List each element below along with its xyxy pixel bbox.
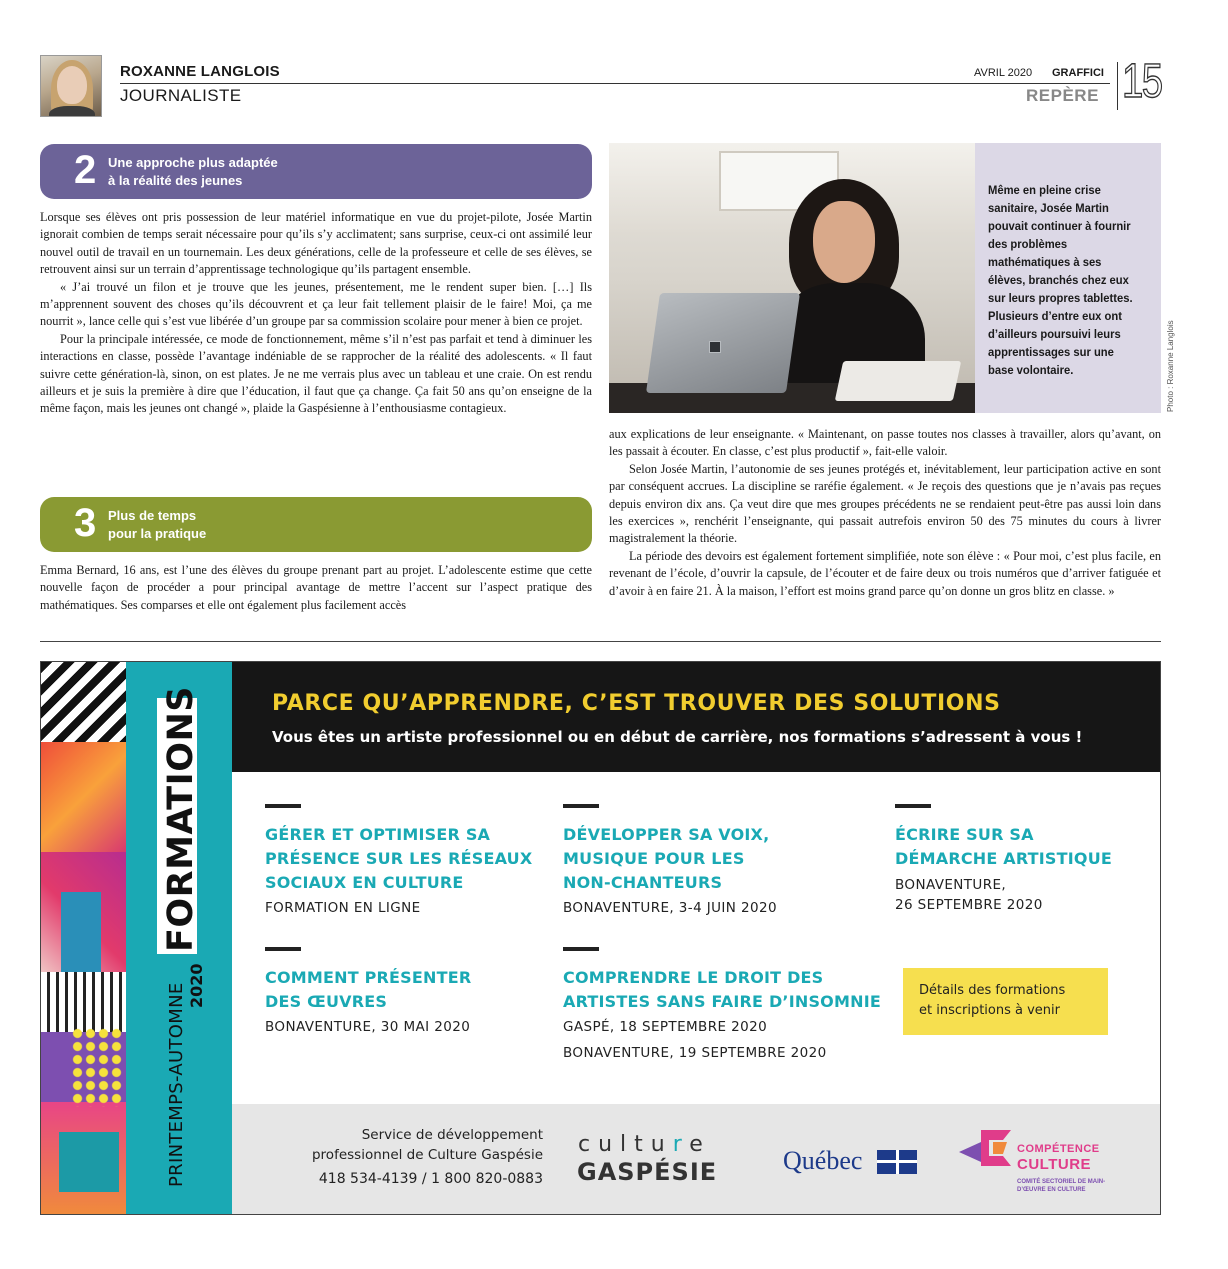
body-paragraph: Pour la principale intéressée, ce mode de fonctionnement, même s’il n’est pas parfait et tend à diminuer les interactions en classe, possède l’avantage indéniable de se rapprocher de la réalité des adolescents. « Il faut suivre cette génération-là, sinon, on est plates. Je ne me verrais plus avec un tableau et une craie. On est rendu ailleurs et je suis la première à dire que l’éducation, il faut que ça change. Ça fait 50 ans qu’on enseigne de la même façon, mais les jeunes ont changé », plaide la Gaspésienne à l’enthousiasme contagieux.: [40, 331, 592, 416]
section-3-title-line1: Plus de temps: [108, 508, 197, 523]
article-photo: [609, 143, 975, 413]
body-paragraph: Emma Bernard, 16 ans, est l’une des élèves du groupe prenant part au projet. L’adolescente estime que cette nouvelle façon de procéder a pour principal avantage de mettre l’accent sur l’aspect pratique des mathématiques. Ses comparses et elle ont également plus facilement accès: [40, 563, 592, 612]
author-name: ROXANNE LANGLOIS: [120, 63, 280, 80]
publication-name: GRAFFICI: [1052, 67, 1104, 79]
course-location: BONAVENTURE, 3-4 JUIN 2020: [563, 900, 777, 916]
section-3-title: [108, 507, 206, 543]
course-title-line: DÉVELOPPER SA VOIX,: [563, 825, 770, 844]
course-bar: [563, 804, 599, 808]
ad-header-band: [232, 662, 1161, 772]
course-title-line: MUSIQUE POUR LES: [563, 849, 745, 868]
ad-vertical-season: PRINTEMPS-AUTOMNE: [166, 982, 187, 1187]
contact-line: professionnel de Culture Gaspésie: [311, 1147, 543, 1163]
advertisement: [40, 661, 1161, 1215]
course-item: [563, 947, 881, 1066]
section-2-title-line1: Une approche plus adaptée: [108, 155, 278, 170]
competence-culture-line2: CULTURE: [1017, 1156, 1092, 1173]
course-title-line: COMPRENDRE LE DROIT DES: [563, 968, 824, 987]
ad-cta-box: [903, 968, 1108, 1035]
section-2-title: [108, 154, 278, 190]
course-title-line: GÉRER ET OPTIMISER SA: [265, 825, 491, 844]
section-2-number: 2: [74, 148, 97, 192]
body-paragraph: aux explications de leur enseignante. « Maintenant, on passe toutes nos classes à travailler, alors qu’avant, on les passait à écouter. En classe, c’est plus productif », fait-elle valoir.: [609, 427, 1161, 459]
dots-pattern-icon: [71, 1027, 123, 1107]
section-3-title-line2: pour la pratique: [108, 526, 207, 541]
logo-text: e: [689, 1132, 711, 1157]
ad-cta-text: Détails des formations et inscriptions à venir: [919, 983, 1066, 1018]
author-role: JOURNALISTE: [120, 86, 242, 105]
page-number-rule: [1117, 62, 1118, 110]
page-number: 15: [1122, 55, 1162, 108]
course-location: GASPÉ, 18 SEPTEMBRE 2020: [563, 1019, 768, 1035]
section-3-number: 3: [74, 501, 97, 545]
course-title-line: PRÉSENCE SUR LES RÉSEAUX: [265, 849, 533, 868]
section-2-title-line2: à la réalité des jeunes: [108, 173, 243, 188]
culture-gaspesie-logo: [578, 1132, 711, 1157]
culture-gaspesie-wordmark: GASPÉSIE: [577, 1158, 718, 1186]
issue-date: AVRIL 2020: [974, 67, 1033, 79]
course-title-line: ARTISTES SANS FAIRE D’INSOMNIE: [563, 992, 881, 1011]
logo-text: cultu: [578, 1132, 673, 1157]
windows-logo-icon: [709, 341, 721, 353]
logo-text-accent: r: [672, 1132, 690, 1157]
ad-subhead: Vous êtes un artiste professionnel ou en début de carrière, nos formations s’adressent à vous !: [272, 728, 1083, 746]
competence-culture-mark-icon: [959, 1126, 1011, 1170]
right-column-body: [609, 426, 1161, 600]
course-item: [265, 804, 532, 921]
course-bar: [895, 804, 931, 808]
competence-culture-line1: COMPÉTENCE: [1017, 1143, 1100, 1155]
ad-vertical-year: 2020: [187, 963, 206, 1008]
ad-headline: PARCE QU’APPRENDRE, C’EST TROUVER DES SOLUTIONS: [272, 691, 1001, 716]
course-location: BONAVENTURE, 19 SEPTEMBRE 2020: [563, 1045, 827, 1061]
course-item: [895, 804, 1112, 915]
section-name: REPÈRE: [1026, 86, 1099, 105]
quebec-logo: Québec: [783, 1146, 863, 1175]
ad-contact: [271, 1125, 543, 1189]
course-location: BONAVENTURE,: [895, 877, 1007, 893]
ad-artwork: [41, 662, 126, 1214]
competence-culture-line3: COMITÉ SECTORIEL DE MAIN-D’ŒUVRE EN CULTURE: [1017, 1179, 1106, 1193]
section-2-banner: [40, 144, 592, 199]
author-photo: [40, 55, 102, 117]
contact-line: Service de développement: [361, 1127, 543, 1143]
section-2-body: [40, 209, 592, 418]
quebec-flag-icon: [877, 1150, 917, 1174]
course-title-line: SOCIAUX EN CULTURE: [265, 873, 464, 892]
body-paragraph: La période des devoirs est également fortement simplifiée, note son élève : « Pour moi, c’est plus facile, en revenant de l’école, d’ouvrir la capsule, de l’écouter et de faire deux ou trois numéros que d’arriver fatiguée et d’avoir à en faire 21. À la maison, l’effort est moins grand parce qu’on donne un gros blitz en classe. »: [609, 548, 1161, 598]
course-location: BONAVENTURE, 30 MAI 2020: [265, 1019, 471, 1035]
course-title-line: DÉMARCHE ARTISTIQUE: [895, 849, 1113, 868]
photo-credit: Photo : Roxanne Langlois: [1166, 320, 1175, 412]
course-bar: [563, 947, 599, 951]
course-title-line: NON-CHANTEURS: [563, 873, 723, 892]
course-title-line: ÉCRIRE SUR SA: [895, 825, 1034, 844]
contact-phone: 418 534-4139 / 1 800 820-0883: [318, 1171, 543, 1187]
header-rule: [120, 83, 1110, 84]
page-divider: [40, 641, 1161, 642]
section-3-banner: [40, 497, 592, 552]
course-bar: [265, 947, 301, 951]
course-item: [563, 804, 777, 921]
course-bar: [265, 804, 301, 808]
course-date: 26 SEPTEMBRE 2020: [895, 897, 1043, 913]
ad-vertical-title: FORMATIONS: [161, 686, 201, 952]
body-paragraph: Lorsque ses élèves ont pris possession de leur matériel informatique en vue du projet-pilote, Josée Martin ignorait combien de temps serait nécessaire pour qu’ils s’y acclimatent; sans surprise, ceux-ci ont assimilé leur nouvel outil de travail en un tournemain. Les deux générations, celle de la professeure et celle de ses élèves, se retrouvent ainsi sur un terrain d’apprentissage technologique qu’ils partagent ensemble.: [40, 210, 592, 277]
course-location: FORMATION EN LIGNE: [265, 900, 421, 916]
section-3-body: [40, 562, 592, 614]
course-title-line: COMMENT PRÉSENTER: [265, 968, 472, 987]
body-paragraph: « J’ai trouvé un filon et je trouve que les jeunes, présentement, me le rendent super bien. […] Ils m’apprennent souvent des choses qu’ils découvrent et ça leur fait tellement plaisir de le faire! Moi, ça me nourrit », lance celle qui s’est vue libérée d’un groupe par sa commission scolaire pour mener à bien ce projet.: [40, 279, 592, 329]
course-title-line: DES ŒUVRES: [265, 992, 388, 1011]
course-item: [265, 947, 471, 1040]
photo-caption: Même en pleine crise sanitaire, Josée Martin pouvait continuer à fournir des problèmes mathématiques à ses élèves, branchés chez eux sur leurs propres tablettes. Plusieurs d’entre eux ont d’ailleurs poursuivi leurs apprentissages sur une base volontaire.: [988, 183, 1133, 377]
body-paragraph: Selon Josée Martin, l’autonomie de ses jeunes protégés et, inévitablement, leur participation active en sont par conséquent accrues. La discipline se raréfie également. « Je reçois des questions que je n’avais pas reçues depuis environ dix ans. Ça veut dire que mes groupes précédents ne se rendaient peut-être pas aussi loin dans les exercices », renchérit l’enseignante, qui passait autrefois environ 50 des 75 minutes du cours à livrer magistralement la théorie.: [609, 461, 1161, 546]
